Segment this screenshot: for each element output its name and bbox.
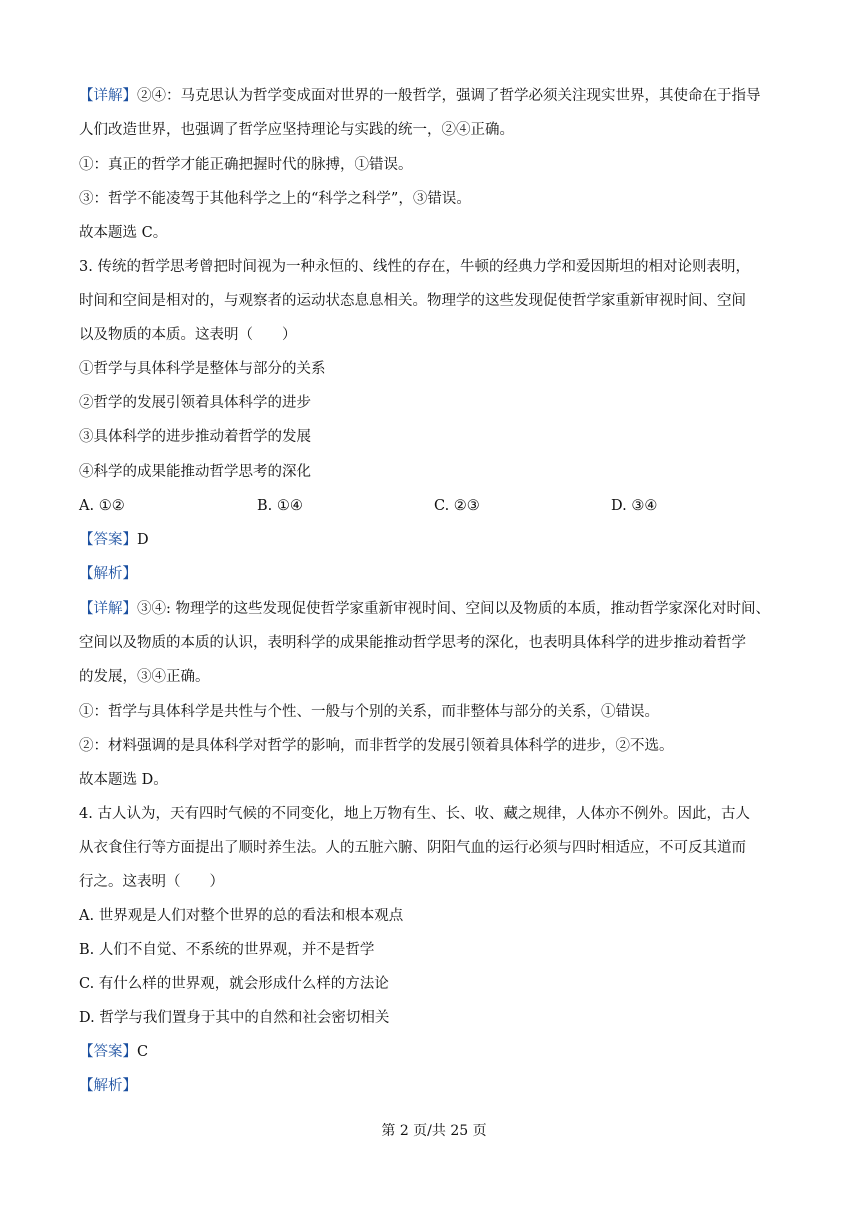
q3-option-b: B. ①④ xyxy=(257,498,303,514)
q4-option-c: C. 有什么样的世界观，就会形成什么样的方法论 xyxy=(79,976,389,992)
q2-detail-line-2: 人们改造世界，也强调了哲学应坚持理论与实践的统一，②④正确。 xyxy=(79,122,514,138)
detail-text: ③④: 物理学的这些发现促使哲学家重新审视时间、空间以及物质的本质，推动哲学家深化对时间、 xyxy=(137,601,770,617)
q4-stem-2: 从衣食住行等方面提出了顺时养生法。人的五脏六腑、阴阳气血的运行必须与四时相适应，不可反其道而 xyxy=(79,840,746,856)
q4-answer-line xyxy=(79,1042,148,1062)
q3-conclusion: 故本题选 D。 xyxy=(79,772,168,788)
q3-item-2: ②哲学的发展引领着具体科学的进步 xyxy=(79,395,311,411)
q2-detail-line-1 xyxy=(79,86,761,106)
q3-answer-line xyxy=(79,530,149,550)
answer-tag: 【答案】 xyxy=(79,532,137,548)
q4-stem-1: 4. 古人认为，天有四时气候的不同变化，地上万物有生、长、收、藏之规律，人体亦不例外。因此，古人 xyxy=(79,806,750,822)
answer-value: D xyxy=(137,532,149,548)
q4-analysis-line xyxy=(79,1076,137,1096)
analysis-tag: 【解析】 xyxy=(79,566,137,582)
analysis-tag: 【解析】 xyxy=(79,1078,137,1094)
q3-note-1: ①：哲学与具体科学是共性与个性、一般与个别的关系，而非整体与部分的关系，①错误。 xyxy=(79,704,659,720)
q3-option-c: C. ②③ xyxy=(434,498,480,514)
detail-tag: 【详解】 xyxy=(79,601,137,617)
q4-stem-3: 行之。这表明（ ） xyxy=(79,874,224,890)
q3-detail-line-3: 的发展，③④正确。 xyxy=(79,669,210,685)
answer-value: C xyxy=(137,1044,149,1060)
q2-note-1: ①：真正的哲学才能正确把握时代的脉搏，①错误。 xyxy=(79,157,413,173)
q3-item-1: ①哲学与具体科学是整体与部分的关系 xyxy=(79,361,326,377)
q3-stem-1: 3. 传统的哲学思考曾把时间视为一种永恒的、线性的存在，牛顿的经典力学和爱因斯坦的相对论则表明， xyxy=(79,259,750,275)
q3-analysis-line xyxy=(79,564,137,584)
q3-detail-line-2: 空间以及物质的本质的认识，表明科学的成果能推动哲学思考的深化，也表明具体科学的进步推动着哲学 xyxy=(79,635,746,651)
q2-conclusion: 故本题选 C。 xyxy=(79,225,168,241)
q4-option-b: B. 人们不自觉、不系统的世界观，并不是哲学 xyxy=(79,942,375,958)
answer-tag: 【答案】 xyxy=(79,1044,137,1060)
q3-item-3: ③具体科学的进步推动着哲学的发展 xyxy=(79,429,311,445)
q4-option-d: D. 哲学与我们置身于其中的自然和社会密切相关 xyxy=(79,1010,390,1026)
q3-detail-line-1 xyxy=(79,599,770,619)
q3-stem-3: 以及物质的本质。这表明（ ） xyxy=(79,327,297,343)
q4-option-a: A. 世界观是人们对整个世界的总的看法和根本观点 xyxy=(79,908,404,924)
detail-text: ②④：马克思认为哲学变成面对世界的一般哲学，强调了哲学必须关注现实世界，其使命在于指导 xyxy=(137,88,761,104)
q3-option-a: A. ①② xyxy=(79,498,125,514)
detail-tag: 【详解】 xyxy=(79,88,137,104)
q3-stem-2: 时间和空间是相对的，与观察者的运动状态息息相关。物理学的这些发现促使哲学家重新审视时间、空间 xyxy=(79,293,746,309)
q2-note-3: ③：哲学不能凌驾于其他科学之上的“科学之科学”，③错误。 xyxy=(79,191,471,207)
page-footer: 第 2 页/共 25 页 xyxy=(381,1123,487,1139)
q3-option-d: D. ③④ xyxy=(611,498,658,514)
q3-item-4: ④科学的成果能推动哲学思考的深化 xyxy=(79,464,311,480)
q3-note-2: ②：材料强调的是具体科学对哲学的影响，而非哲学的发展引领着具体科学的进步，②不选。 xyxy=(79,738,674,754)
